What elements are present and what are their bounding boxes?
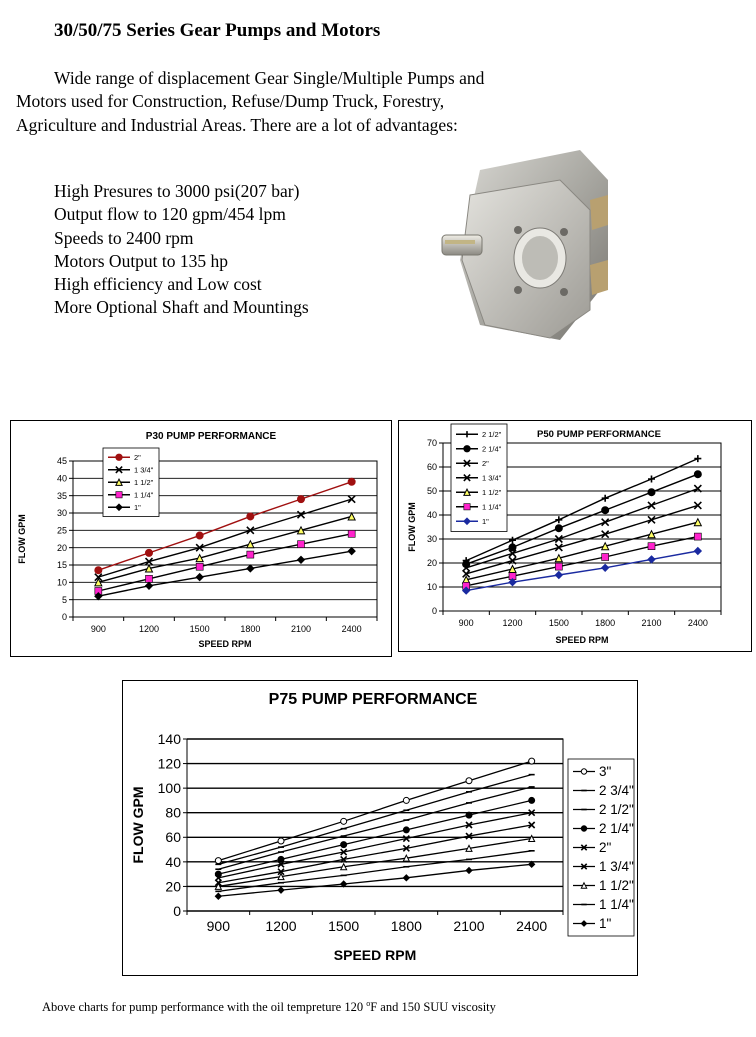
y-tick-label: 10 (56, 577, 67, 588)
legend-label: 1" (482, 516, 489, 526)
data-point (298, 496, 305, 503)
legend-label: 1 3/4" (599, 859, 634, 875)
legend-label: 2 1/2" (482, 429, 502, 439)
x-tick-label: 2100 (641, 618, 662, 628)
y-tick-label: 140 (157, 730, 181, 747)
legend-label: 1 1/2" (134, 477, 154, 487)
plot-area (187, 739, 563, 911)
y-axis-title: FLOW GPM (130, 786, 146, 864)
chart-title: P75 PUMP PERFORMANCE (268, 691, 478, 708)
data-point (196, 563, 203, 570)
x-tick-label: 1200 (265, 918, 297, 934)
y-tick-label: 5 (61, 594, 67, 605)
x-tick-label: 1500 (548, 618, 569, 628)
x-tick-label: 900 (206, 918, 231, 934)
y-tick-label: 0 (61, 612, 67, 623)
x-axis-title: SPEED RPM (198, 639, 252, 649)
data-point (146, 575, 153, 582)
p30-performance-chart (10, 420, 392, 657)
data-point (403, 827, 409, 833)
data-point (555, 525, 562, 532)
y-tick-label: 35 (56, 490, 67, 501)
legend-label: 1 3/4" (134, 465, 154, 475)
y-tick-label: 30 (56, 508, 67, 519)
legend (451, 424, 507, 532)
x-tick-label: 2400 (687, 618, 708, 628)
y-tick-label: 30 (426, 534, 437, 545)
data-point (466, 812, 472, 818)
x-tick-label: 1800 (595, 618, 616, 628)
y-tick-label: 25 (56, 525, 67, 536)
y-tick-label: 80 (165, 804, 181, 821)
data-point (555, 563, 562, 570)
data-point (529, 797, 535, 803)
data-point (348, 478, 355, 485)
legend-label: 2 1/2" (599, 802, 634, 818)
legend-label: 2 1/4" (599, 821, 634, 837)
x-tick-label: 900 (90, 624, 106, 634)
y-tick-label: 100 (157, 780, 181, 797)
x-tick-label: 1500 (189, 624, 210, 634)
y-tick-label: 60 (426, 462, 437, 473)
y-tick-label: 40 (165, 853, 181, 870)
y-tick-label: 120 (157, 755, 181, 772)
legend (103, 448, 159, 517)
data-point (95, 567, 102, 574)
gear-pump-photo (440, 140, 610, 345)
legend-label: 2" (482, 458, 489, 468)
x-axis-title: SPEED RPM (555, 635, 609, 645)
y-axis-title: FLOW GPM (17, 514, 27, 564)
feature-item: High efficiency and Low cost (54, 274, 262, 295)
x-tick-label: 1200 (138, 624, 160, 634)
data-point (298, 541, 305, 548)
data-point (146, 549, 153, 556)
page-title: 30/50/75 Series Gear Pumps and Motors (54, 20, 381, 41)
legend-label: 3" (599, 764, 612, 780)
y-tick-label: 20 (165, 878, 181, 895)
legend-label: 1 1/2" (599, 878, 634, 894)
p50-performance-chart (398, 420, 752, 652)
data-point (116, 492, 122, 498)
legend (568, 759, 634, 936)
legend-label: 2" (134, 452, 141, 462)
legend-label: 1" (599, 916, 612, 932)
feature-item: Output flow to 120 gpm/454 lpm (54, 204, 286, 225)
data-point (464, 446, 470, 452)
x-tick-label: 2400 (516, 918, 548, 934)
legend-label: 2 3/4" (599, 783, 634, 799)
data-point (602, 507, 609, 514)
intro-text: Wide range of displacement Gear Single/Multiple Pumps and Motors used for Construction, Refuse/Dump Truck, Forestry, Agriculture and Industrial Areas. There are a lot of advantages: (16, 68, 485, 135)
y-axis-title: FLOW GPM (407, 502, 417, 552)
legend-label: 1 1/4" (599, 897, 634, 913)
y-tick-label: 50 (426, 486, 437, 497)
y-tick-label: 40 (426, 510, 437, 521)
data-point (341, 818, 347, 824)
legend-label: 1" (134, 502, 141, 512)
data-point (116, 454, 122, 460)
data-point (466, 778, 472, 784)
data-point (602, 554, 609, 561)
data-point (694, 533, 701, 540)
y-tick-label: 40 (56, 473, 67, 484)
legend-label: 1 1/4" (134, 490, 154, 500)
x-tick-label: 900 (458, 618, 474, 628)
data-point (215, 858, 221, 864)
y-tick-label: 60 (165, 829, 181, 846)
data-point (581, 769, 586, 774)
y-tick-label: 0 (173, 902, 181, 919)
y-tick-label: 10 (426, 582, 437, 593)
x-tick-label: 1800 (390, 918, 422, 934)
data-point (247, 551, 254, 558)
legend-label: 2 1/4" (482, 444, 502, 454)
data-point (694, 471, 701, 478)
degree-mark: o (366, 999, 371, 1008)
x-tick-label: 1800 (240, 624, 261, 634)
data-point (464, 504, 470, 510)
data-point (341, 842, 347, 848)
p75-performance-chart (122, 680, 638, 976)
footnote-text-end: F and 150 SUU viscosity (370, 1000, 496, 1015)
y-tick-label: 20 (56, 542, 67, 553)
data-point (196, 532, 203, 539)
legend-label: 1 1/4" (482, 502, 502, 512)
x-tick-label: 2100 (290, 624, 312, 634)
y-tick-label: 45 (56, 456, 67, 467)
x-tick-label: 1500 (328, 918, 360, 934)
x-tick-label: 2100 (453, 918, 485, 934)
footnote (42, 999, 496, 1015)
data-point (581, 826, 586, 831)
legend-label: 1 1/2" (482, 487, 502, 497)
x-tick-label: 1200 (502, 618, 523, 628)
y-tick-label: 70 (426, 438, 437, 449)
data-point (648, 489, 655, 496)
chart-title: P50 PUMP PERFORMANCE (537, 429, 661, 440)
data-point (348, 530, 355, 537)
data-point (529, 758, 535, 764)
footnote-text: Above charts for pump performance with the oil tempreture 120 (42, 1000, 364, 1015)
data-point (247, 513, 254, 520)
intro-paragraph (16, 67, 486, 137)
x-axis-title: SPEED RPM (333, 947, 417, 963)
y-tick-label: 0 (431, 606, 437, 617)
feature-list (54, 180, 309, 320)
data-point (648, 543, 655, 550)
data-point (403, 797, 409, 803)
x-tick-label: 2400 (341, 624, 362, 634)
feature-item: Motors Output to 135 hp (54, 250, 229, 271)
chart-title: P30 PUMP PERFORMANCE (145, 431, 277, 442)
feature-item: Speeds to 2400 rpm (54, 227, 194, 248)
data-point (278, 838, 284, 844)
y-tick-label: 15 (56, 560, 67, 571)
legend-label: 2" (599, 840, 612, 856)
y-tick-label: 20 (426, 558, 437, 569)
feature-item: More Optional Shaft and Mountings (54, 297, 309, 318)
legend-label: 1 3/4" (482, 473, 502, 483)
feature-item: High Presures to 3000 psi(207 bar) (54, 181, 300, 201)
